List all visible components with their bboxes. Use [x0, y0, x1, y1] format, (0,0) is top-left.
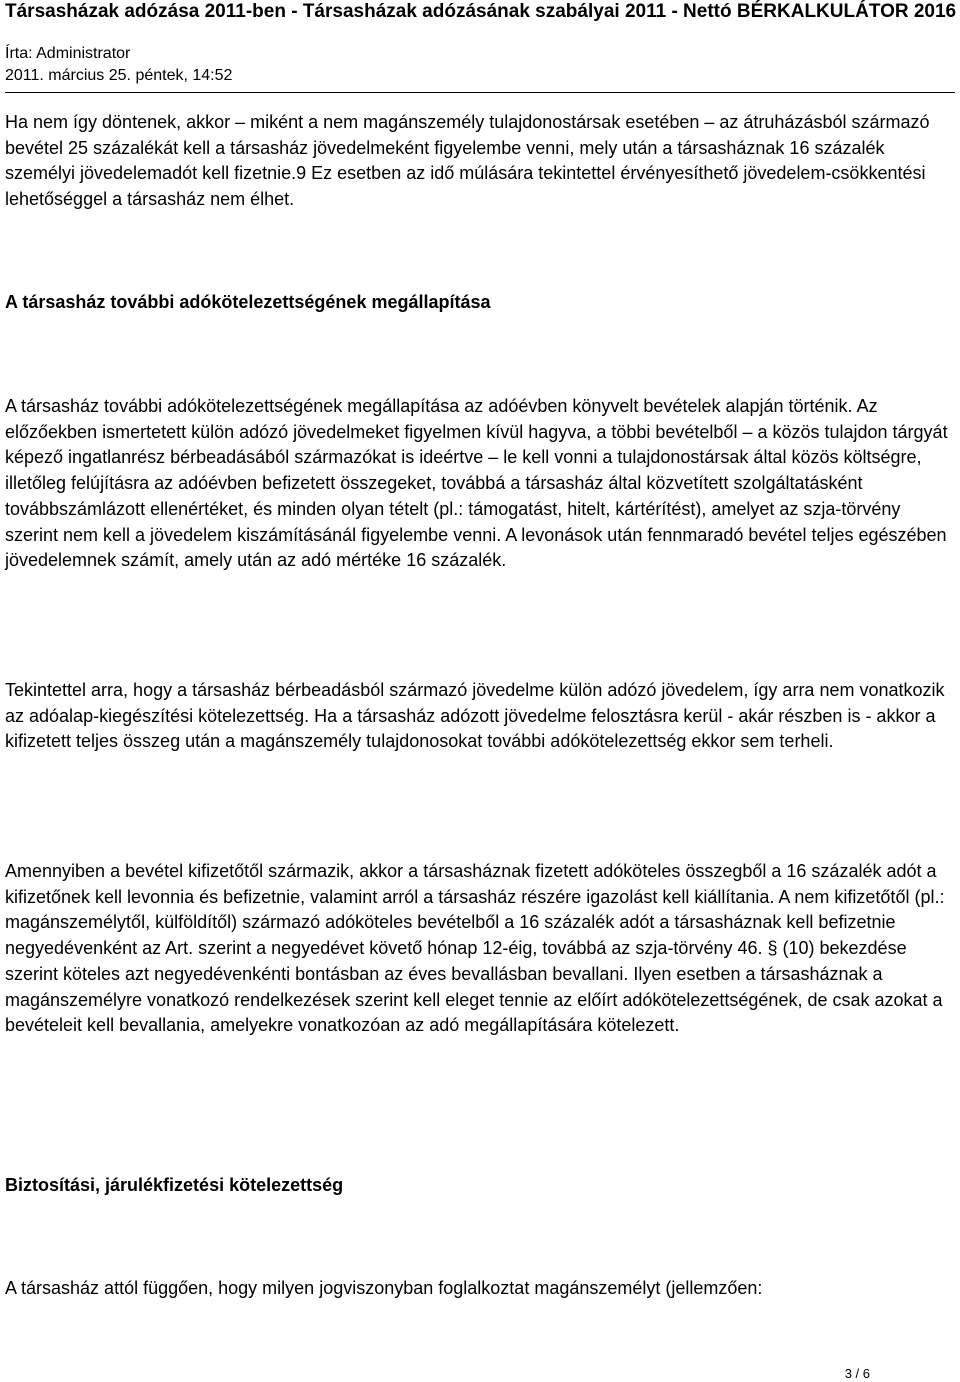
paragraph: Tekintettel arra, hogy a társasház bérbeadásból származó jövedelme külön adózó jövedelem, így arra nem vonatkozik az adóalap-kiegészítési kötelezettség. Ha a társasház adózott jövedelme felosztásra kerül - akár részben is - akkor a kifizetett teljes összeg után a magánszemély tulajdonosokat további adókötelezettség ekkor sem terheli. — [5, 680, 945, 752]
author-line: Írta: Administrator — [5, 45, 131, 62]
page-header — [5, 0, 957, 84]
paragraph: A társasház attól függően, hogy milyen jogviszonyban foglalkoztat magánszemélyt (jellemzően: — [5, 1278, 763, 1298]
section-heading: A társasház további adókötelezettségének megállapítása — [5, 292, 491, 312]
paragraph: Amennyiben a bevétel kifizetőtől származik, akkor a társasháznak fizetett adóköteles összegből a 16 százalék adót a kifizetőnek kell levonnia és befizetnie, valamint arról a társasház részére igazolást kell kiállítania. A nem kifizetőtől (pl.: magánszemélytől, külföldítől) származó adóköteles bevételből a 16 százalék adót a társasháznak kell befizetnie negyedévenként az Art. szerint a negyedévet követő hónap 12-éig, továbbá az szja-törvény 46. § (10) bekezdése szerint köteles azt negyedévenkénti bontásban az éves bevallásban bevallani. Ilyen esetben a társasháznak a magánszemélyre vonatkozó rendelkezések szerint kell eleget tennie az előírt adókötelezettségének, de csak azokat a bevételeit kell bevallania, amelyekre vonatkozóan az adó megállapítására kötelezett. — [5, 861, 945, 1036]
section-heading: Biztosítási, járulékfizetési kötelezettség — [5, 1175, 344, 1195]
page-title: Társasházak adózása 2011-ben - Társasházak adózásának szabályai 2011 - Nettó BÉRKALKULÁTOR 2016 — [5, 1, 957, 22]
paragraph: Ha nem így döntenek, akkor – miként a nem magánszemély tulajdonostársak esetében – az átruházásból származó bevétel 25 százalékát kell a társasház jövedelmeként figyelembe venni, mely után a társasháznak 16 százalék személyi jövedelemadót kell fizetnie.9 Ez esetben az idő múlására tekintettel érvényesíthető jövedelem-csökkentési lehetőséggel a társasház nem élhet. — [5, 112, 930, 210]
paragraph: A társasház további adókötelezettségének megállapítása az adóévben könyvelt bevételek alapján történik. Az előzőekben ismertetett külön adózó jövedelmeket figyelmen kívül hagyva, a többi bevételből – a közös tulajdon tárgyát képező ingatlanrész bérbeadásából származókat is ideértve – le kell vonni a tulajdonostársak által közös költségre, illetőleg felújításra az adóévben befizetett összegeket, továbbá a társasház által közvetített szolgáltatásként továbbszámlázott ellenértéket, és minden olyan tételt (pl.: támogatást, hitelt, kártérítést), amelyet az szja-törvény szerint nem kell a jövedelem kiszámításánál figyelembe venni. A levonások után fennmaradó bevétel teljes egészében jövedelemnek számít, amely után az adó mértéke 16 százalék. — [5, 396, 948, 571]
page-number: 3 / 6 — [844, 1366, 870, 1381]
date-line: 2011. március 25. péntek, 14:52 — [5, 67, 233, 84]
header-divider — [5, 92, 955, 93]
